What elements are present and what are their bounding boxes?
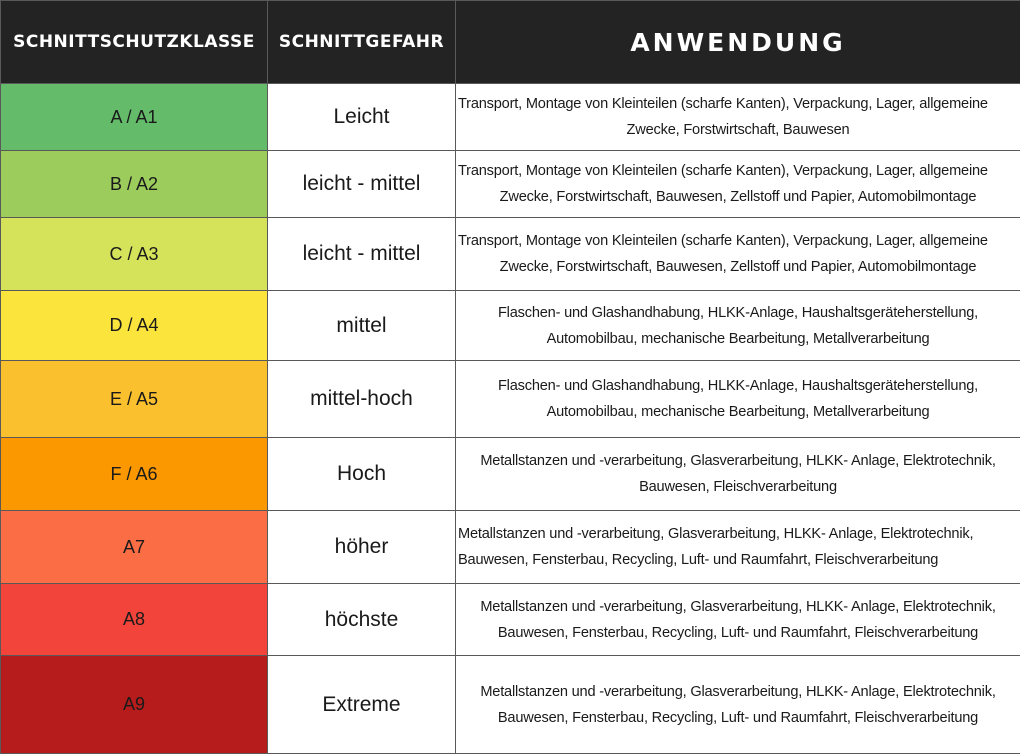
table-row [1, 511, 1020, 584]
hazard-cell: leicht - mittel [268, 151, 456, 218]
application-line: Transport, Montage von Kleinteilen (scharfe Kanten), Verpackung, Lager, allgemeine [458, 163, 988, 179]
table-body [1, 84, 1020, 754]
table-header [1, 1, 1020, 84]
cut-class-cell: A / A1 [1, 84, 268, 151]
cut-class-cell: F / A6 [1, 438, 268, 511]
header-application: ANWENDUNG [456, 1, 1020, 84]
hazard-cell: mittel-hoch [268, 361, 456, 438]
hazard-cell: Hoch [268, 438, 456, 511]
application-line: Automobilbau, mechanische Bearbeitung, Metallverarbeitung [546, 404, 930, 420]
hazard-cell: leicht - mittel [268, 218, 456, 291]
application-cell [456, 291, 1020, 361]
application-cell [456, 151, 1020, 218]
application-cell [456, 584, 1020, 656]
table-row [1, 218, 1020, 291]
application-line: Metallstanzen und -verarbeitung, Glasverarbeitung, HLKK- Anlage, Elektrotechnik, [480, 683, 996, 700]
application-cell [456, 656, 1020, 754]
application-line: Bauwesen, Fensterbau, Recycling, Luft- und Raumfahrt, Fleischverarbeitung [458, 552, 939, 568]
table-row [1, 291, 1020, 361]
application-line: Zwecke, Forstwirtschaft, Bauwesen, Zellstoff und Papier, Automobilmontage [499, 259, 977, 275]
cut-class-cell: E / A5 [1, 361, 268, 438]
application-line: Metallstanzen und -verarbeitung, Glasverarbeitung, HLKK- Anlage, Elektrotechnik, [480, 598, 996, 615]
hazard-cell: Extreme [268, 656, 456, 754]
application-line: Zwecke, Forstwirtschaft, Bauwesen [626, 122, 850, 138]
hazard-cell: höher [268, 511, 456, 584]
cut-class-cell: A8 [1, 584, 268, 656]
hazard-cell: mittel [268, 291, 456, 361]
application-line: Zwecke, Forstwirtschaft, Bauwesen, Zellstoff und Papier, Automobilmontage [499, 189, 977, 205]
application-line: Automobilbau, mechanische Bearbeitung, Metallverarbeitung [546, 330, 930, 347]
cut-class-cell: B / A2 [1, 151, 268, 218]
cut-class-cell: A7 [1, 511, 268, 584]
hazard-cell: Leicht [268, 84, 456, 151]
application-line: Flaschen- und Glashandhabung, HLKK-Anlage, Haushaltsgeräteherstellung, [497, 304, 979, 321]
application-line: Bauwesen, Fensterbau, Recycling, Luft- und Raumfahrt, Fleischverarbeitung [497, 624, 979, 641]
hazard-cell: höchste [268, 584, 456, 656]
table-row [1, 361, 1020, 438]
application-line: Metallstanzen und -verarbeitung, Glasverarbeitung, HLKK- Anlage, Elektrotechnik, [480, 453, 996, 469]
table-row [1, 656, 1020, 754]
application-cell [456, 84, 1020, 151]
application-cell [456, 218, 1020, 291]
cut-class-cell: A9 [1, 656, 268, 754]
header-cut-class: SCHNITTSCHUTZKLASSE [1, 1, 268, 84]
application-line: Bauwesen, Fleischverarbeitung [639, 479, 837, 495]
application-cell [456, 511, 1020, 584]
application-line: Flaschen- und Glashandhabung, HLKK-Anlage, Haushaltsgeräteherstellung, [497, 378, 979, 394]
cut-class-cell: D / A4 [1, 291, 268, 361]
application-cell [456, 361, 1020, 438]
cut-class-cell: C / A3 [1, 218, 268, 291]
table-row [1, 438, 1020, 511]
application-line: Transport, Montage von Kleinteilen (scharfe Kanten), Verpackung, Lager, allgemeine [458, 233, 988, 249]
header-cut-hazard: SCHNITTGEFAHR [268, 1, 456, 84]
application-line: Metallstanzen und -verarbeitung, Glasverarbeitung, HLKK- Anlage, Elektrotechnik, [458, 526, 974, 542]
header-row [1, 1, 1020, 84]
table-row [1, 84, 1020, 151]
application-line: Bauwesen, Fensterbau, Recycling, Luft- und Raumfahrt, Fleischverarbeitung [497, 709, 979, 726]
application-cell [456, 438, 1020, 511]
table-row [1, 151, 1020, 218]
application-line: Transport, Montage von Kleinteilen (scharfe Kanten), Verpackung, Lager, allgemeine [458, 96, 988, 112]
table-row [1, 584, 1020, 656]
